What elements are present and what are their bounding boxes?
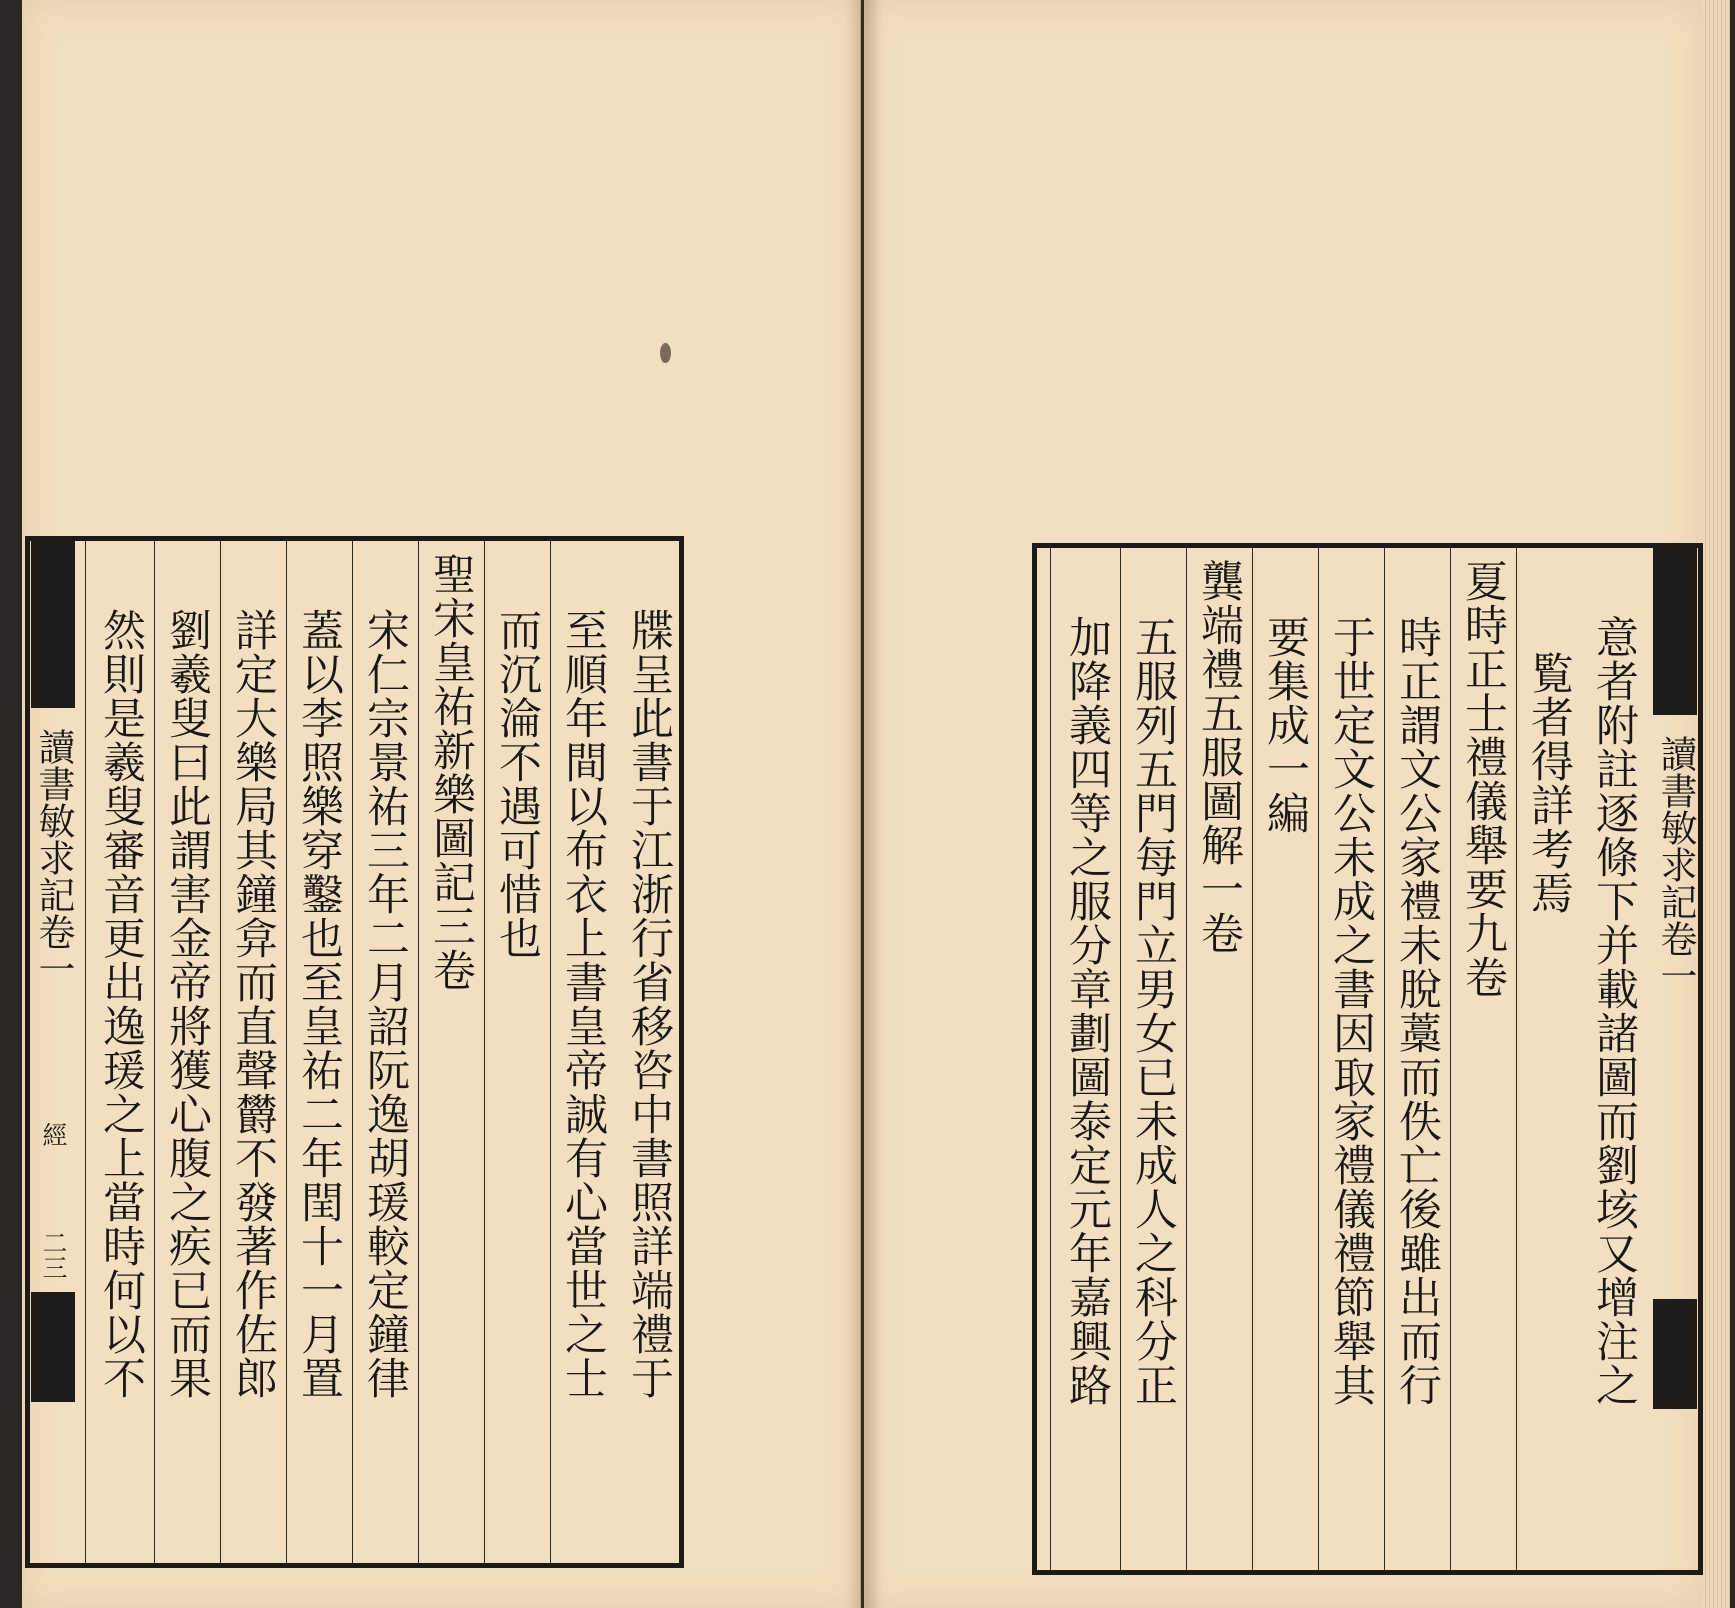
text-column: 于世定文公未成之書因取家禮儀禮節舉其 [1318,547,1384,1571]
left-band-folio: 二三 [39,1230,68,1280]
upper-black-fishtail [1653,547,1697,715]
text-column: 覧者得詳考焉 [1516,547,1582,1571]
text-column-book-title: 聖宋皇祐新樂圖記三卷 [418,540,484,1564]
text-column: 要集成一編 [1252,547,1318,1571]
text-column: 蓋以李照樂穿鑿也至皇祐二年閏十一月置 [286,540,352,1564]
right-band-title: 讀書敏求記卷一 [1654,735,1697,994]
text-column: 加降義四等之服分章劃圖泰定元年嘉興路 [1050,547,1120,1571]
left-band-title: 讀書敏求記卷一 [32,728,75,987]
text-column: 詳定大樂局其鐘弇而直聲欝不發著作佐郎 [220,540,286,1564]
lower-black-fishtail [1653,1299,1697,1409]
book-gutter [846,0,882,1608]
right-page-fishtail-band [1647,547,1703,1571]
left-text-frame [25,536,684,1568]
ink-blot [660,343,671,363]
lower-black-fishtail [31,1292,75,1402]
text-column-book-title: 夏時正士禮儀舉要九卷 [1450,547,1516,1571]
right-text-frame [1032,543,1703,1575]
text-column: 至順年間以布衣上書皇帝誠有心當世之士 [550,540,616,1564]
left-band-section: 經 [39,1122,68,1147]
text-column: 劉羲叟曰此謂害金帝將獲心腹之疾已而果 [154,540,220,1564]
text-column: 而沉淪不遇可惜也 [484,540,550,1564]
text-column: 然則是羲叟審音更出逸瑗之上當時何以不 [85,540,154,1564]
left-page-fishtail-band [25,540,81,1564]
text-column: 時正謂文公家禮未脫藁而佚亡後雖出而行 [1384,547,1450,1571]
text-column: 牒呈此書于江浙行省移咨中書照詳端禮于 [624,608,674,1400]
text-column: 五服列五門每門立男女已未成人之科分正 [1120,547,1186,1571]
upper-black-fishtail [31,540,75,708]
text-column-book-title: 龔端禮五服圖解一卷 [1186,547,1252,1571]
text-column: 宋仁宗景祐三年二月詔阮逸胡瑗較定鐘律 [352,540,418,1564]
text-column: 意者附註逐條下并載諸圖而劉垓又增注之 [1589,615,1639,1407]
